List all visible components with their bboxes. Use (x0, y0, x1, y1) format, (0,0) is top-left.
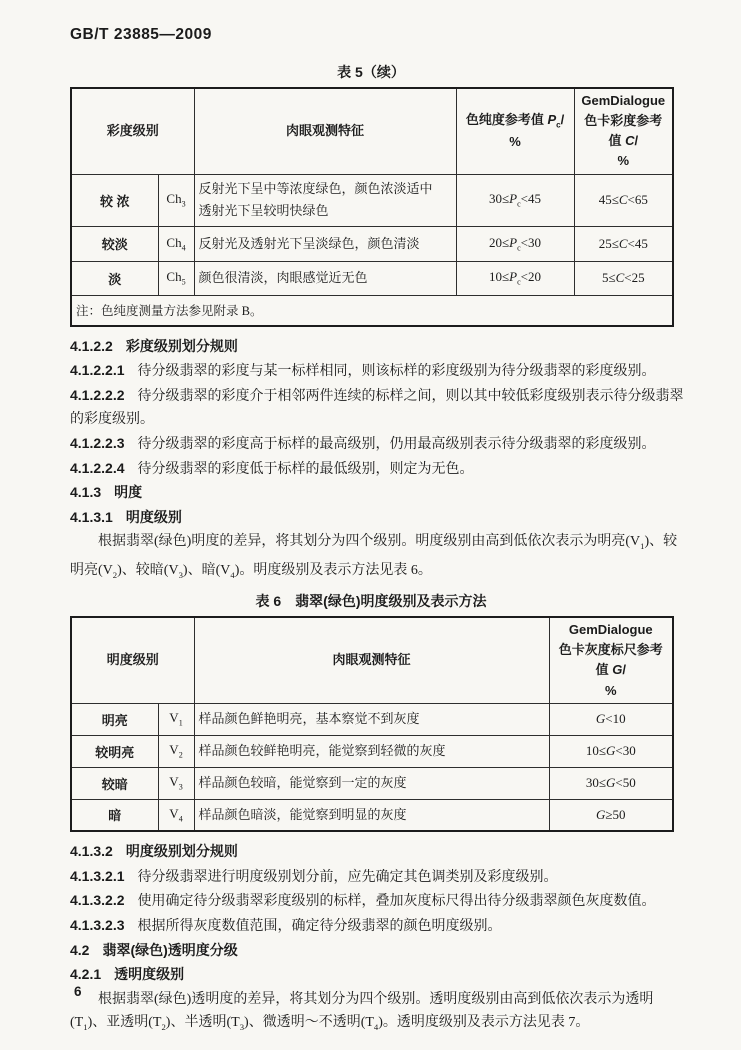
table5-row-ch5 (71, 261, 673, 295)
clause-4-1-2-2-4 (70, 457, 692, 482)
clause-4-1-3-1 (70, 506, 692, 531)
grade-cell: 较明亮 (71, 735, 158, 767)
paragraph-text: $(T_1)$、亚透明$(T_2)$、半透明$(T_3)$、微透明～不透明$(T_4)$。透明度级别及表示方法见表 7。 (70, 1015, 590, 1033)
paragraph-text: 根据翡翠(绿色)明度的差异，将其划分为四个级别。明度级别由高到低依次表示为明亮$(V_1)$、较 (98, 534, 678, 552)
feature-cell: 样品颜色鲜艳明亮，基本察觉不到灰度 (194, 703, 549, 735)
clause-4-1-2-2-1 (70, 359, 692, 384)
grade-code-cell: $V_2$ (158, 735, 194, 767)
clause-text: 待分级翡翠的彩度高于标样的最高级别，仍用最高级别表示待分级翡翠的彩度级别。 (137, 436, 656, 452)
page-number: 6 (74, 984, 82, 999)
table5-header-card: GemDialogue 色卡彩度参考值 C/ % (574, 88, 673, 174)
clause-number: 4.1.3 (70, 484, 102, 501)
clauses-chroma-rules (70, 335, 692, 588)
clause-text: 待分级翡翠的彩度介于相邻两件连续的标样之间，则以其中较低彩度级别表示待分级翡翠 (137, 388, 684, 404)
clause-title: 明度 (114, 484, 143, 501)
clause-4-1-3-2-1 (70, 865, 692, 890)
table6-header-card: GemDialogue 色卡灰度标尺参考值 G/ % (549, 617, 673, 703)
feature-cell: 颜色很清淡，肉眼感觉近无色 (194, 261, 456, 295)
card-value-cell: G<10 (549, 703, 673, 735)
paragraph-transparency-line1 (70, 988, 692, 1012)
grade-code-cell: $V_4$ (158, 799, 194, 831)
clause-number: 4.1.2.2.4 (70, 459, 125, 476)
clause-number: 4.1.3.2.1 (70, 867, 125, 884)
clause-title: 明度级别 (125, 508, 182, 525)
purity-value-cell: $30\le P_c<45$ (456, 174, 574, 226)
feature-cell: 样品颜色较暗，能觉察到一定的灰度 (194, 767, 549, 799)
grade-code-cell: $Ch_4$ (158, 226, 194, 261)
table5-row-ch4 (71, 226, 673, 261)
clause-title: 翡翠(绿色)透明度分级 (102, 941, 238, 958)
clause-4-2-1 (70, 963, 692, 988)
clause-4-1-3-2-3 (70, 914, 692, 939)
card-value-cell: 25≤C<45 (574, 226, 673, 261)
paragraph-lightness-line1 (70, 530, 692, 558)
clause-text: 待分级翡翠的彩度与某一标样相同，则该标样的彩度级别为待分级翡翠的彩度级别。 (137, 364, 656, 380)
table5-header-feature: 肉眼观测特征 (194, 88, 456, 174)
grade-code-cell: $V_1$ (158, 703, 194, 735)
clause-number: 4.1.3.2 (70, 843, 113, 860)
table5-note-row (71, 295, 673, 326)
grade-code-cell: $Ch_3$ (158, 174, 194, 226)
clause-number: 4.1.3.2.3 (70, 916, 125, 933)
clause-number: 4.1.2.2.3 (70, 434, 125, 451)
card-value-cell: 10≤G<30 (549, 735, 673, 767)
clause-4-1-3 (70, 481, 692, 506)
grade-cell: 明亮 (71, 703, 158, 735)
clause-4-1-2-2-2 (70, 384, 692, 409)
clause-title: 透明度级别 (114, 966, 185, 983)
feature-cell: 样品颜色较鲜艳明亮，能觉察到轻微的灰度 (194, 735, 549, 767)
card-value-cell: 30≤G<50 (549, 767, 673, 799)
purity-value-cell: $10\le P_c<20$ (456, 261, 574, 295)
table5-header-purity: 色纯度参考值 $P_c/$ % (456, 88, 574, 174)
clause-text: 待分级翡翠进行明度级别划分前，应先确定其色调类别及彩度级别。 (137, 869, 558, 885)
table6-row-v3 (71, 767, 673, 799)
standard-number: GB/T 23885—2009 (70, 26, 212, 43)
grade-code-cell: $V_3$ (158, 767, 194, 799)
table5-header-row (71, 88, 673, 174)
clause-number: 4.2 (70, 941, 90, 958)
clause-4-2 (70, 939, 692, 964)
clause-number: 4.2.1 (70, 966, 102, 983)
grade-code-cell: $Ch_5$ (158, 261, 194, 295)
grade-cell: 淡 (71, 261, 158, 295)
feature-cell: 反射光下呈中等浓度绿色，颜色浓淡适中 透射光下呈较明快绿色 (194, 174, 456, 226)
card-value-cell: 5≤C<25 (574, 261, 673, 295)
document-body (70, 26, 692, 1040)
clause-title: 明度级别划分规则 (125, 843, 238, 860)
clause-title: 彩度级别划分规则 (125, 337, 238, 354)
table5-header-grade: 彩度级别 (71, 88, 194, 174)
paragraph-lightness-line2 (70, 559, 692, 587)
paragraph-text: 根据翡翠(绿色)透明度的差异，将其划分为四个级别。透明度级别由高到低依次表示为透明 (98, 991, 654, 1007)
grade-cell: 较 浓 (71, 174, 158, 226)
table5-title: 表 5（续） (337, 64, 405, 80)
table6-header-feature: 肉眼观测特征 (194, 617, 549, 703)
clause-number: 4.1.3.1 (70, 508, 113, 525)
clause-number: 4.1.2.2.1 (70, 362, 125, 379)
clause-text: 根据所得灰度数值范围，确定待分级翡翠的颜色明度级别。 (137, 918, 502, 934)
purity-value-cell: $20\le P_c<30$ (456, 226, 574, 261)
feature-cell: 反射光及透射光下呈淡绿色，颜色清淡 (194, 226, 456, 261)
table5-note: 注：色纯度测量方法参见附录 B。 (71, 295, 673, 326)
table5-chroma-grades (70, 87, 674, 327)
clauses-lightness-rules (70, 840, 692, 1040)
clause-number: 4.1.3.2.2 (70, 892, 125, 909)
table6-row-v4 (71, 799, 673, 831)
clause-4-1-2-2-2-continuation (70, 408, 692, 432)
clause-number: 4.1.2.2 (70, 337, 113, 354)
table6-lightness-grades (70, 616, 674, 832)
clause-4-1-2-2 (70, 335, 692, 360)
clause-4-1-3-2-2 (70, 889, 692, 914)
clause-text: 待分级翡翠的彩度低于标样的最低级别，则定为无色。 (137, 461, 474, 477)
feature-cell: 样品颜色暗淡，能觉察到明显的灰度 (194, 799, 549, 831)
table5-row-ch3 (71, 174, 673, 226)
grade-cell: 较淡 (71, 226, 158, 261)
table6-row-v2 (71, 735, 673, 767)
card-value-cell: 45≤C<65 (574, 174, 673, 226)
table6-header-row (71, 617, 673, 703)
table6-title: 表 6 翡翠(绿色)明度级别及表示方法 (255, 593, 487, 610)
clause-4-1-2-2-3 (70, 432, 692, 457)
grade-cell: 较暗 (71, 767, 158, 799)
clause-4-1-3-2 (70, 840, 692, 865)
grade-cell: 暗 (71, 799, 158, 831)
paragraph-transparency-line2 (70, 1011, 692, 1039)
clause-number: 4.1.2.2.2 (70, 386, 125, 403)
paragraph-text: 明亮$(V_2)$、较暗$(V_3)$、暗$(V_4)$。明度级别及表示方法见表 6。 (70, 562, 432, 580)
clause-text: 使用确定待分级翡翠彩度级别的标样，叠加灰度标尺得出待分级翡翠颜色灰度数值。 (137, 894, 656, 910)
clause-text: 的彩度级别。 (70, 412, 154, 428)
table6-row-v1 (71, 703, 673, 735)
table6-block (70, 591, 692, 832)
table6-header-grade: 明度级别 (71, 617, 194, 703)
card-value-cell: G≥50 (549, 799, 673, 831)
